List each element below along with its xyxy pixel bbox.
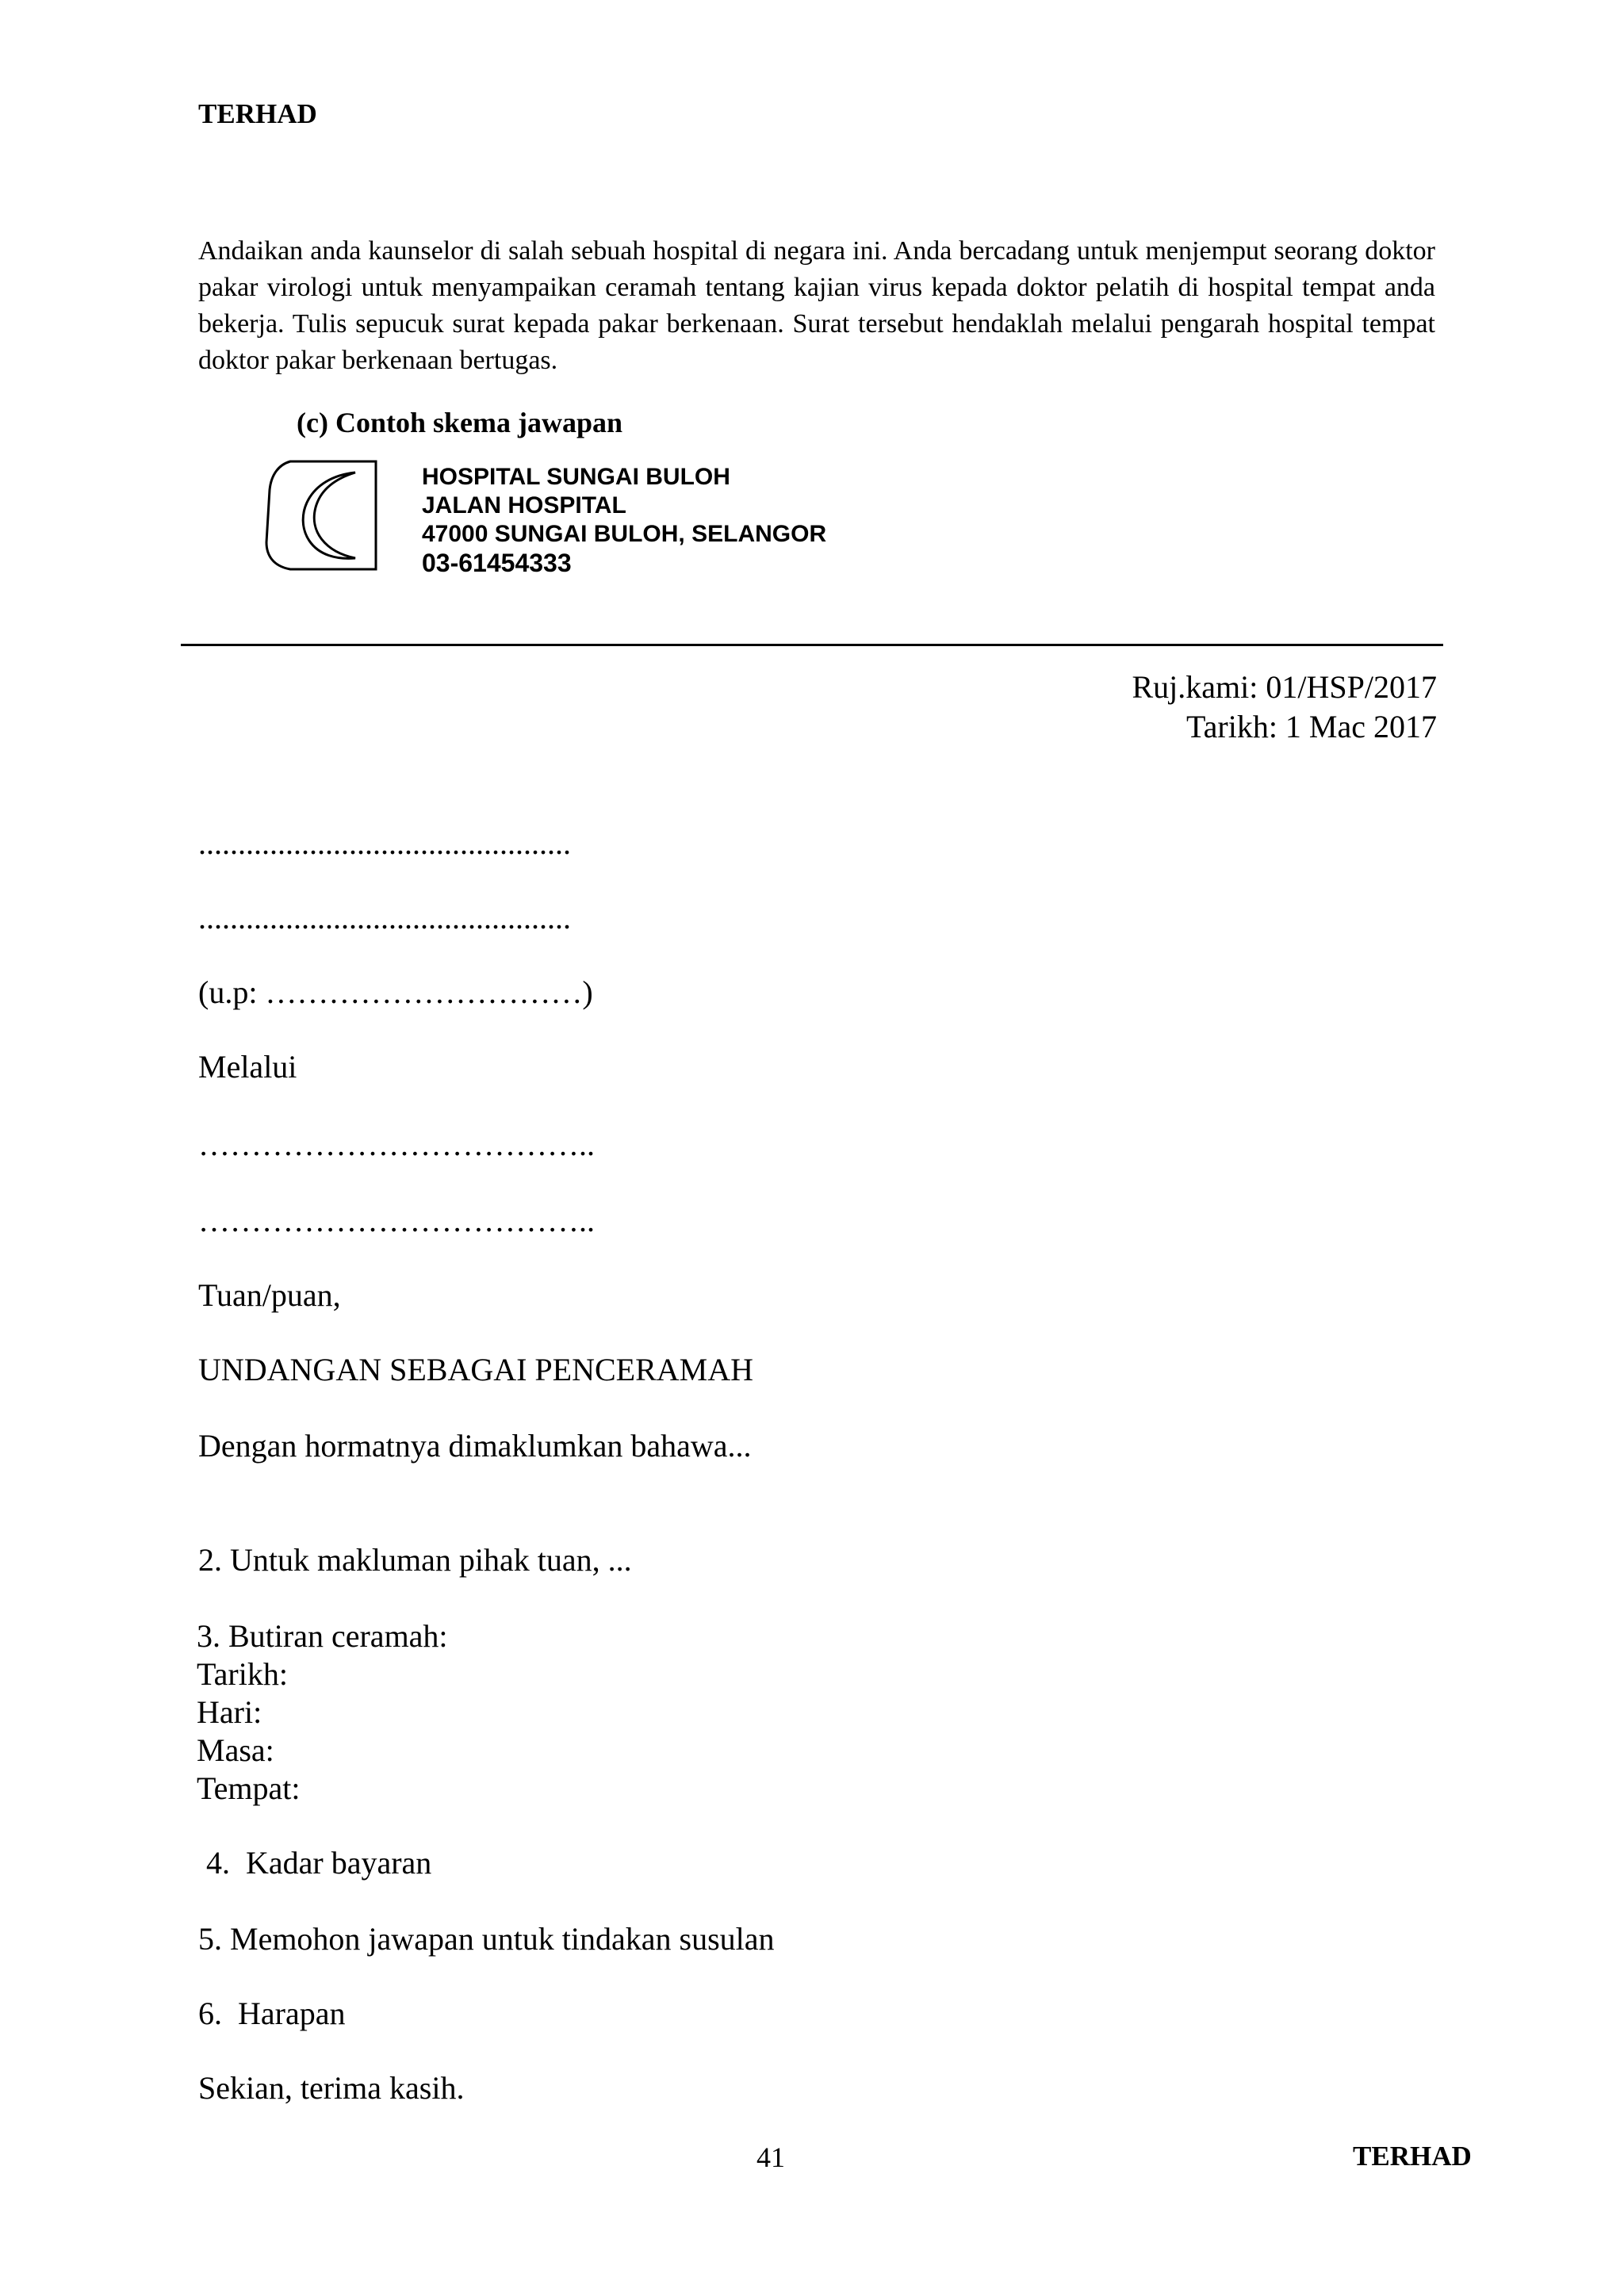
via-label: Melalui [198, 1049, 297, 1085]
detail-day: Hari: [197, 1694, 262, 1730]
detail-date: Tarikh: [197, 1656, 288, 1692]
closing-line: Sekian, terima kasih. [198, 2070, 465, 2106]
phone-number: 03-61454333 [422, 549, 572, 577]
recipient-line-2: ............................................... [198, 900, 571, 936]
point-2: 2. Untuk makluman pihak tuan, ... [198, 1542, 632, 1578]
opening-line: Dengan hormatnya dimaklumkan bahawa... [198, 1428, 752, 1464]
reference-block [1132, 668, 1438, 747]
footer-classification: TERHAD [1353, 2141, 1472, 2172]
address-line-1: HOSPITAL SUNGAI BULOH [422, 464, 730, 490]
address-line-3: 47000 SUNGAI BULOH, SELANGOR [422, 521, 827, 547]
lecture-details [197, 1617, 448, 1808]
section-heading: (c) Contoh skema jawapan [297, 407, 623, 438]
point-5: 5. Memohon jawapan untuk tindakan susulan [198, 1921, 775, 1957]
address-line-2: JALAN HOSPITAL [422, 492, 626, 519]
header-classification: TERHAD [198, 98, 317, 129]
page-number: 41 [756, 2141, 785, 2173]
intro-paragraph: Andaikan anda kaunselor di salah sebuah hospital di negara ini. Anda bercadang untuk menjemput seorang doktor pakar virologi untuk menyampaikan ceramah tentang kajian virus kepada doktor pelatih di hospital tempat anda bekerja. Tulis sepucuk surat kepada pakar berkenaan. Surat tersebut hendaklah melalui pengarah hospital tempat doktor pakar berkenaan bertugas. [198, 236, 1435, 375]
detail-time: Masa: [197, 1732, 274, 1768]
via-line-2: ……………………………….. [198, 1203, 595, 1238]
letter-subject: UNDANGAN SEBAGAI PENCERAMAH [198, 1352, 754, 1387]
letter-date: Tarikh: 1 Mac 2017 [1185, 709, 1437, 744]
detail-place: Tempat: [197, 1770, 301, 1806]
point-4: 4. Kadar bayaran [198, 1845, 432, 1881]
letterhead-divider [181, 644, 1443, 646]
point-6: 6. Harapan [198, 1996, 346, 2031]
attention-line: (u.p: …………………………) [198, 974, 593, 1010]
recipient-line-1: ............................................... [198, 825, 571, 861]
point-3: 3. Butiran ceramah: [197, 1618, 448, 1654]
crescent-moon-logo-icon [260, 458, 381, 574]
letterhead-address [422, 463, 826, 577]
salutation: Tuan/puan, [198, 1277, 341, 1313]
via-line-1: ……………………………….. [198, 1127, 595, 1162]
reference-number: Ruj.kami: 01/HSP/2017 [1132, 669, 1437, 705]
